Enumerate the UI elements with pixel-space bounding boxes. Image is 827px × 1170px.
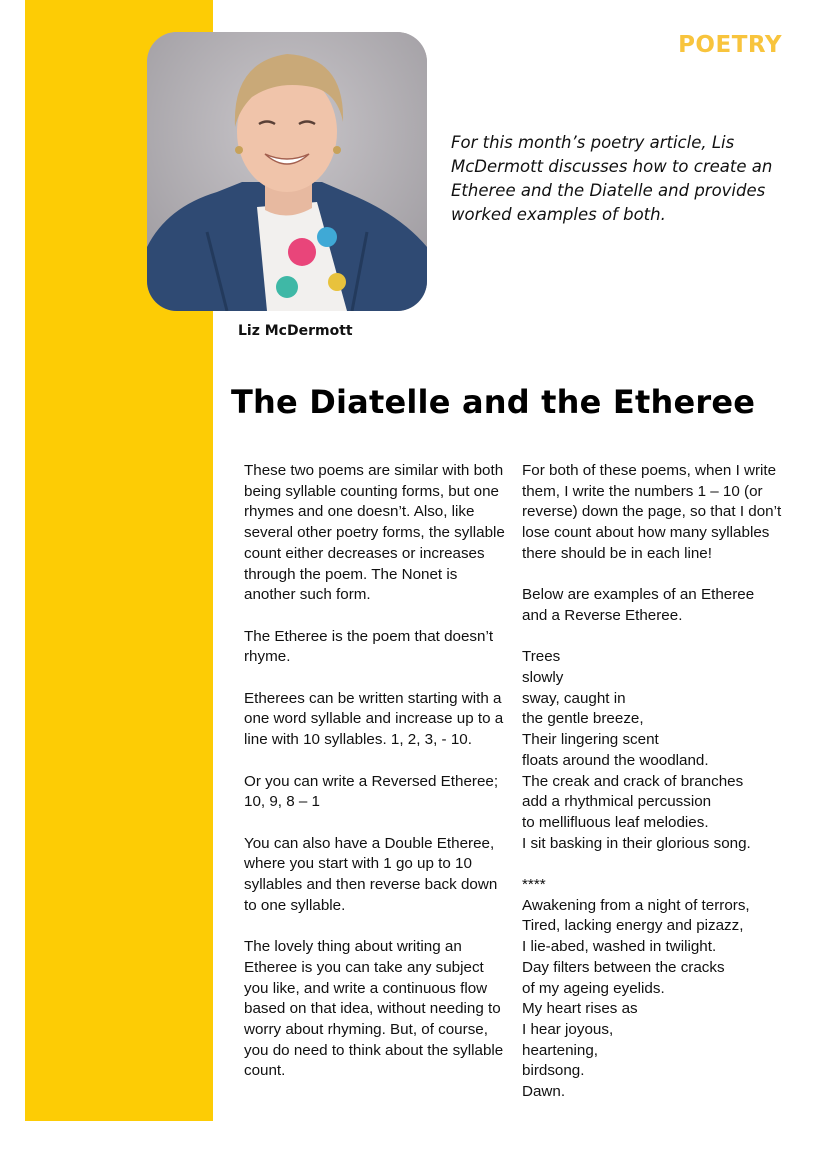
paragraph: The Etheree is the poem that doesn’t rhyme.	[244, 627, 494, 666]
poem-line: My heart rises as	[522, 1000, 638, 1018]
paragraph: These two poems are similar with both being syllable counting forms, but one rhymes and one doesn’t. Also, like several other poetry forms, the syllable count either decreases or increases through the poem. The Nonet is another such form.	[244, 462, 505, 604]
poem-line: The creak and crack of branches	[522, 772, 744, 790]
poem-line: slowly	[522, 669, 564, 686]
author-photo	[147, 32, 427, 311]
reverse-etheree-poem	[522, 896, 782, 1103]
paragraph: For both of these poems, when I write them, I write the numbers 1 – 10 (or reverse) down the page, so that I don’t lose count about how many syllables there should be in each line!	[522, 462, 782, 562]
intro-text: For this month’s poetry article, Lis McDermott discusses how to create an Etheree and the Diatelle and provides worked examples of both.	[451, 133, 773, 224]
poem-line: I sit basking in their glorious song.	[522, 834, 751, 852]
poem-line: the gentle breeze,	[522, 710, 644, 728]
poem-line: Dawn.	[522, 1083, 566, 1101]
poem-line: Awakening from a night of terrors,	[522, 896, 750, 914]
poem-line: Their lingering scent	[522, 731, 659, 749]
author-caption: Liz McDermott	[238, 323, 353, 339]
poem-line: Day filters between the cracks	[522, 958, 725, 976]
paragraph: The lovely thing about writing an Etheree is you can take any subject you like, and write a continuous flow based on that idea, without needing to worry about rhyming. But, of course, you do need to think about the syllable count.	[244, 938, 504, 1080]
poem-separator: ****	[522, 876, 546, 894]
section-label: POETRY	[678, 32, 782, 58]
paragraph: Etherees can be written starting with a one word syllable and increase up to a line with 10 syllables. 1, 2, 3, - 10.	[244, 689, 504, 749]
poem-line: I hear joyous,	[522, 1020, 614, 1038]
left-column	[244, 461, 506, 1103]
poem-line: heartening,	[522, 1041, 598, 1059]
poem-line: of my ageing eyelids.	[522, 979, 665, 997]
poem-line: floats around the woodland.	[522, 751, 709, 769]
poem-line: sway, caught in	[522, 689, 626, 707]
poem-line: I lie-abed, washed in twilight.	[522, 938, 717, 956]
paragraph: Below are examples of an Etheree and a Reverse Etheree.	[522, 586, 755, 624]
poem-line: birdsong.	[522, 1062, 585, 1080]
paragraph: Or you can write a Reversed Etheree; 10, 9, 8 – 1	[244, 772, 499, 811]
paragraph: You can also have a Double Etheree, where you start with 1 go up to 10 syllables and then reverse back down to one syllable.	[244, 834, 498, 914]
poem-line: Trees	[522, 648, 561, 666]
article-title: The Diatelle and the Etheree	[231, 383, 756, 421]
right-column	[522, 461, 782, 1123]
etheree-poem	[522, 647, 782, 854]
poem-line: Tired, lacking energy and pizazz,	[522, 917, 744, 935]
poem-line: to mellifluous leaf melodies.	[522, 813, 709, 831]
poem-line: add a rhythmical percussion	[522, 793, 712, 811]
